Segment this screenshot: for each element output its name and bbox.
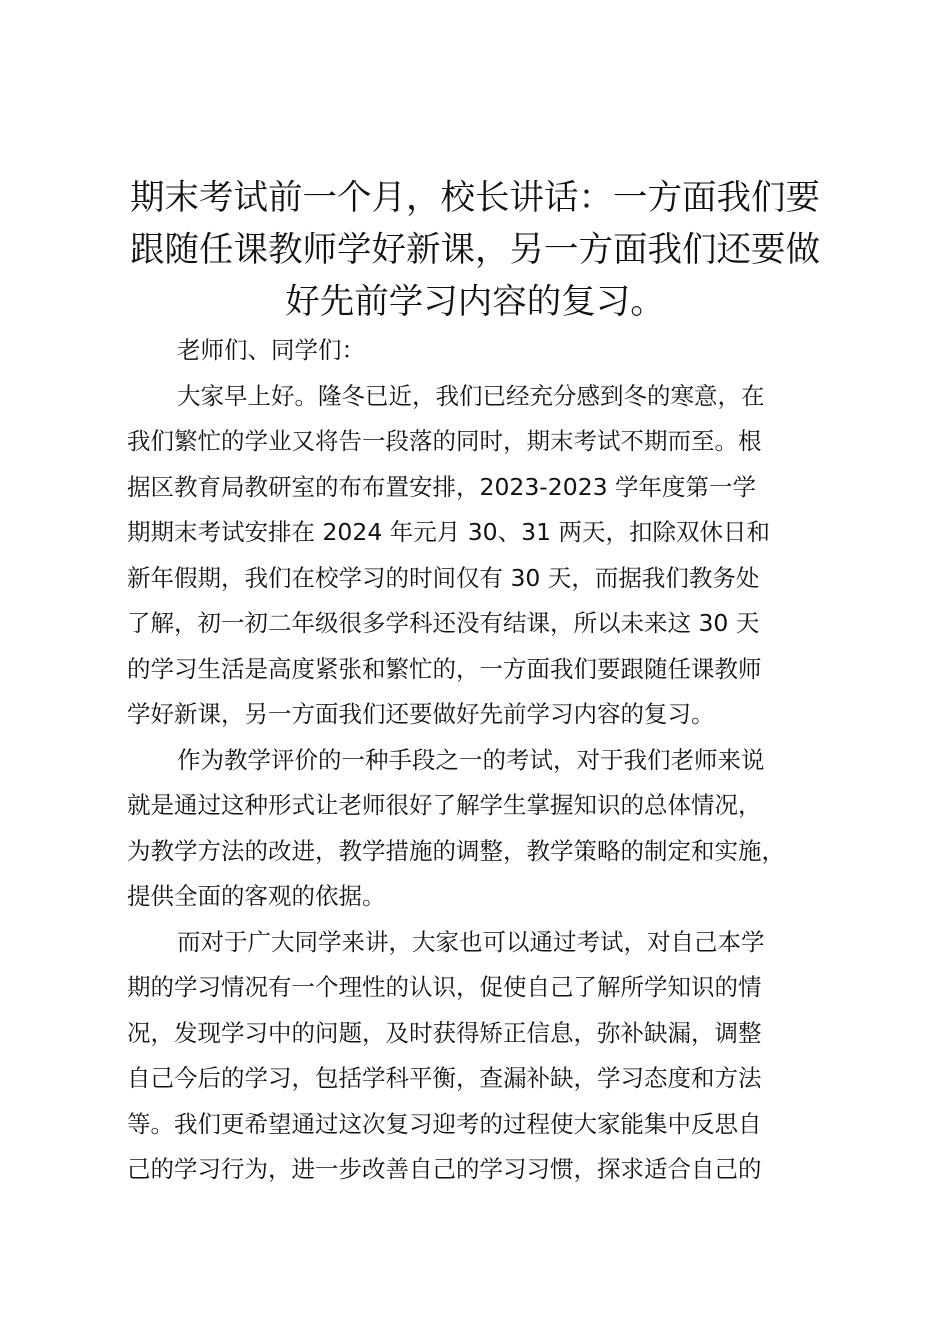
title-line: 期末考试前一个月，校长讲话：一方面我们要: [130, 178, 820, 218]
text-line: 作为教学评价的一种手段之一的考试，对于我们老师来说: [177, 745, 765, 774]
text-line: 据区教育局教研室的布布置安排，2023-2023 学年度第一学: [127, 472, 757, 501]
text-line: 况，发现学习中的问题，及时获得矫正信息，弥补缺漏，调整: [127, 1018, 762, 1047]
paragraph-3: [127, 920, 857, 1193]
text-line: 自己今后的学习，包括学科平衡，查漏补缺，学习态度和方法: [127, 1064, 762, 1092]
text-line: 期的学习情况有一个理性的认识，促使自己了解所学知识的情: [127, 973, 762, 1001]
salutation-text: 老师们、同学们：: [177, 336, 365, 364]
salutation: [127, 328, 857, 374]
document-body: [127, 328, 857, 1193]
text-line: 就是通过这种形式让老师很好了解学生掌握知识的总体情况，: [127, 791, 762, 819]
text-line: 提供全面的客观的依据。: [127, 882, 386, 910]
text-line: 我们繁忙的学业又将告一段落的同时，期末考试不期而至。根: [127, 427, 762, 455]
text-line: 而对于广大同学来讲，大家也可以通过考试，对自己本学: [177, 927, 765, 956]
document-title: [115, 172, 835, 328]
text-line: 期期末考试安排在 2024 年元月 30、31 两天，扣除双休日和: [127, 518, 770, 546]
title-line: 好先前学习内容的复习。: [285, 282, 665, 322]
text-line: 的学习生活是高度紧张和繁忙的，一方面我们要跟随任课教师: [127, 654, 762, 683]
text-line: 等。我们更希望通过这次复习迎考的过程使大家能集中反思自: [127, 1109, 762, 1138]
text-line: 为教学方法的改进，教学措施的调整，教学策略的制定和实施，: [127, 836, 785, 865]
title-line: 跟随任课教师学好新课，另一方面我们还要做: [130, 230, 820, 270]
text-line: 新年假期，我们在校学习的时间仅有 30 天，而据我们教务处: [127, 563, 760, 592]
paragraph-2: [127, 738, 857, 920]
text-line: 己的学习行为，进一步改善自己的学习习惯，探求适合自己的: [127, 1155, 762, 1183]
paragraph-1: [127, 374, 857, 738]
text-line: 学好新课，另一方面我们还要做好先前学习内容的复习。: [127, 700, 715, 728]
text-line: 了解，初一初二年级很多学科还没有结课，所以未来这 30 天: [127, 609, 760, 637]
text-line: 大家早上好。隆冬已近，我们已经充分感到冬的寒意，在: [177, 381, 765, 410]
